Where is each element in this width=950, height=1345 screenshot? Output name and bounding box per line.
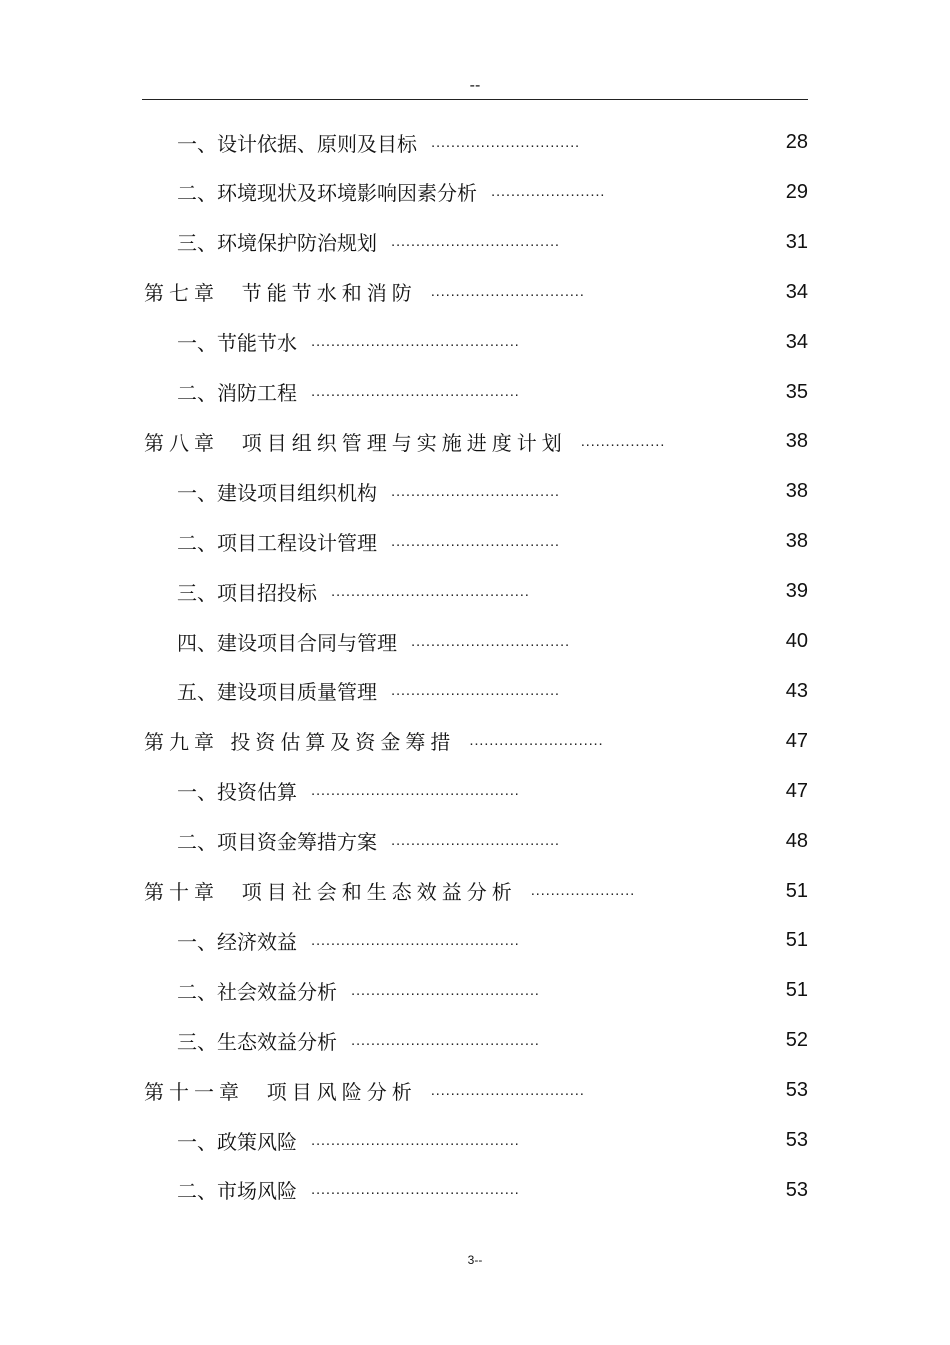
- toc-page-number: 52: [785, 1029, 808, 1052]
- toc-entry-title: 五、建设项目质量管理: [177, 680, 377, 705]
- toc-section-entry[interactable]: [0, 127, 950, 157]
- toc-entry-title: 一、设计依据、原则及目标: [177, 131, 417, 156]
- toc-leader-dots: ..................................: [391, 532, 560, 550]
- toc-page-number: 48: [785, 829, 808, 852]
- toc-entry-title: 三、生态效益分析: [177, 1029, 337, 1054]
- toc-page-number: 53: [785, 1129, 808, 1151]
- toc-leader-dots: .....................: [530, 882, 636, 899]
- toc-leader-dots: ..............................: [431, 133, 581, 151]
- toc-entry-title: 三、环境保护防治规划: [177, 231, 377, 256]
- toc-page-number: 31: [785, 230, 808, 253]
- toc-entry-title: 二、消防工程: [177, 381, 297, 405]
- toc-chapter-entry[interactable]: [0, 726, 950, 756]
- toc-entry-title: 一、经济效益: [177, 929, 297, 954]
- toc-section-entry[interactable]: [0, 327, 950, 357]
- toc-chapter-entry[interactable]: [0, 876, 950, 906]
- toc-leader-dots: ......................................: [351, 1031, 540, 1049]
- toc-section-entry[interactable]: [0, 1125, 950, 1155]
- toc-entry-title: 第九章 投资估算及资金筹措: [144, 730, 456, 755]
- toc-leader-dots: ..................................: [391, 482, 560, 500]
- toc-page-number: 51: [785, 979, 808, 1002]
- toc-leader-dots: ..........................................: [311, 1181, 520, 1199]
- toc-page-number: 39: [785, 580, 808, 603]
- toc-entry-title: 一、政策风险: [177, 1129, 297, 1154]
- toc-leader-dots: ..........................................: [311, 1131, 520, 1149]
- toc-page-number: 53: [785, 1178, 808, 1201]
- toc-entry-title: 第十一章 项目风险分析: [144, 1079, 417, 1104]
- toc-chapter-entry[interactable]: [0, 426, 950, 456]
- toc-entry-title: 三、项目招投标: [177, 580, 317, 605]
- toc-leader-dots: ......................................: [351, 981, 540, 999]
- toc-page-number: 43: [785, 679, 808, 702]
- toc-leader-dots: ........................................: [331, 582, 530, 600]
- toc-leader-dots: ...............................: [430, 283, 585, 301]
- toc-leader-dots: ..........................................: [311, 383, 520, 400]
- toc-section-entry[interactable]: [0, 776, 950, 806]
- toc-page-number: 34: [785, 280, 808, 303]
- toc-leader-dots: ..........................................: [311, 782, 520, 800]
- toc-section-entry[interactable]: [0, 526, 950, 556]
- page-number: 3--: [467, 1253, 483, 1267]
- toc-page-number: 35: [785, 380, 808, 403]
- toc-section-entry[interactable]: [0, 377, 950, 407]
- toc-page-number: 38: [785, 430, 808, 453]
- toc-section-entry[interactable]: [0, 925, 950, 955]
- toc-leader-dots: ...........................: [469, 732, 604, 750]
- toc-entry-title: 一、建设项目组织机构: [177, 480, 377, 505]
- toc-leader-dots: ..................................: [391, 682, 560, 700]
- toc-leader-dots: ...............................: [430, 1081, 585, 1099]
- toc-page-number: 28: [785, 131, 808, 153]
- toc-entry-title: 四、建设项目合同与管理: [177, 630, 397, 655]
- toc-section-entry[interactable]: [0, 177, 950, 207]
- toc-section-entry[interactable]: [0, 576, 950, 606]
- toc-section-entry[interactable]: [0, 626, 950, 656]
- toc-section-entry[interactable]: [0, 1025, 950, 1055]
- toc-entry-title: 二、项目资金筹措方案: [177, 830, 377, 855]
- page-header-mark: --: [469, 77, 481, 94]
- toc-page-number: 40: [785, 630, 808, 652]
- toc-chapter-entry[interactable]: [0, 1075, 950, 1105]
- toc-entry-title: 第八章 项目组织管理与实施进度计划: [144, 430, 567, 455]
- toc-leader-dots: ..................................: [391, 832, 560, 850]
- toc-entry-title: 一、节能节水: [177, 331, 297, 356]
- toc-entry-title: 二、市场风险: [177, 1179, 297, 1204]
- toc-entry-title: 二、项目工程设计管理: [177, 530, 377, 555]
- toc-chapter-entry[interactable]: [0, 277, 950, 307]
- toc-section-entry[interactable]: [0, 826, 950, 856]
- toc-section-entry[interactable]: [0, 227, 950, 257]
- toc-page-number: 53: [785, 1079, 808, 1102]
- toc-leader-dots: ................................: [411, 632, 570, 650]
- toc-section-entry[interactable]: [0, 476, 950, 506]
- toc-leader-dots: .................: [580, 432, 666, 450]
- toc-page-number: 38: [785, 480, 808, 503]
- toc-entry-title: 第七章 节能节水和消防: [144, 281, 417, 306]
- toc-page-number: 47: [785, 779, 808, 802]
- toc-section-entry[interactable]: [0, 676, 950, 706]
- toc-section-entry[interactable]: [0, 975, 950, 1005]
- toc-section-entry[interactable]: [0, 1175, 950, 1205]
- toc-page-number: 51: [785, 929, 808, 952]
- toc-entry-title: 二、社会效益分析: [177, 979, 337, 1004]
- toc-leader-dots: ..................................: [391, 233, 560, 251]
- toc-leader-dots: ..........................................: [311, 931, 520, 949]
- toc-entry-title: 二、环境现状及环境影响因素分析: [177, 181, 477, 206]
- toc-page-number: 29: [785, 180, 808, 203]
- toc-leader-dots: .......................: [491, 183, 606, 201]
- toc-page-number: 38: [785, 530, 808, 553]
- toc-page-number: 47: [785, 729, 808, 752]
- toc-page-number: 51: [785, 879, 808, 902]
- toc-entry-title: 一、投资估算: [177, 780, 297, 805]
- toc-page-number: 34: [785, 330, 808, 353]
- toc-leader-dots: ..........................................: [311, 333, 520, 351]
- toc-entry-title: 第十章 项目社会和生态效益分析: [144, 880, 517, 904]
